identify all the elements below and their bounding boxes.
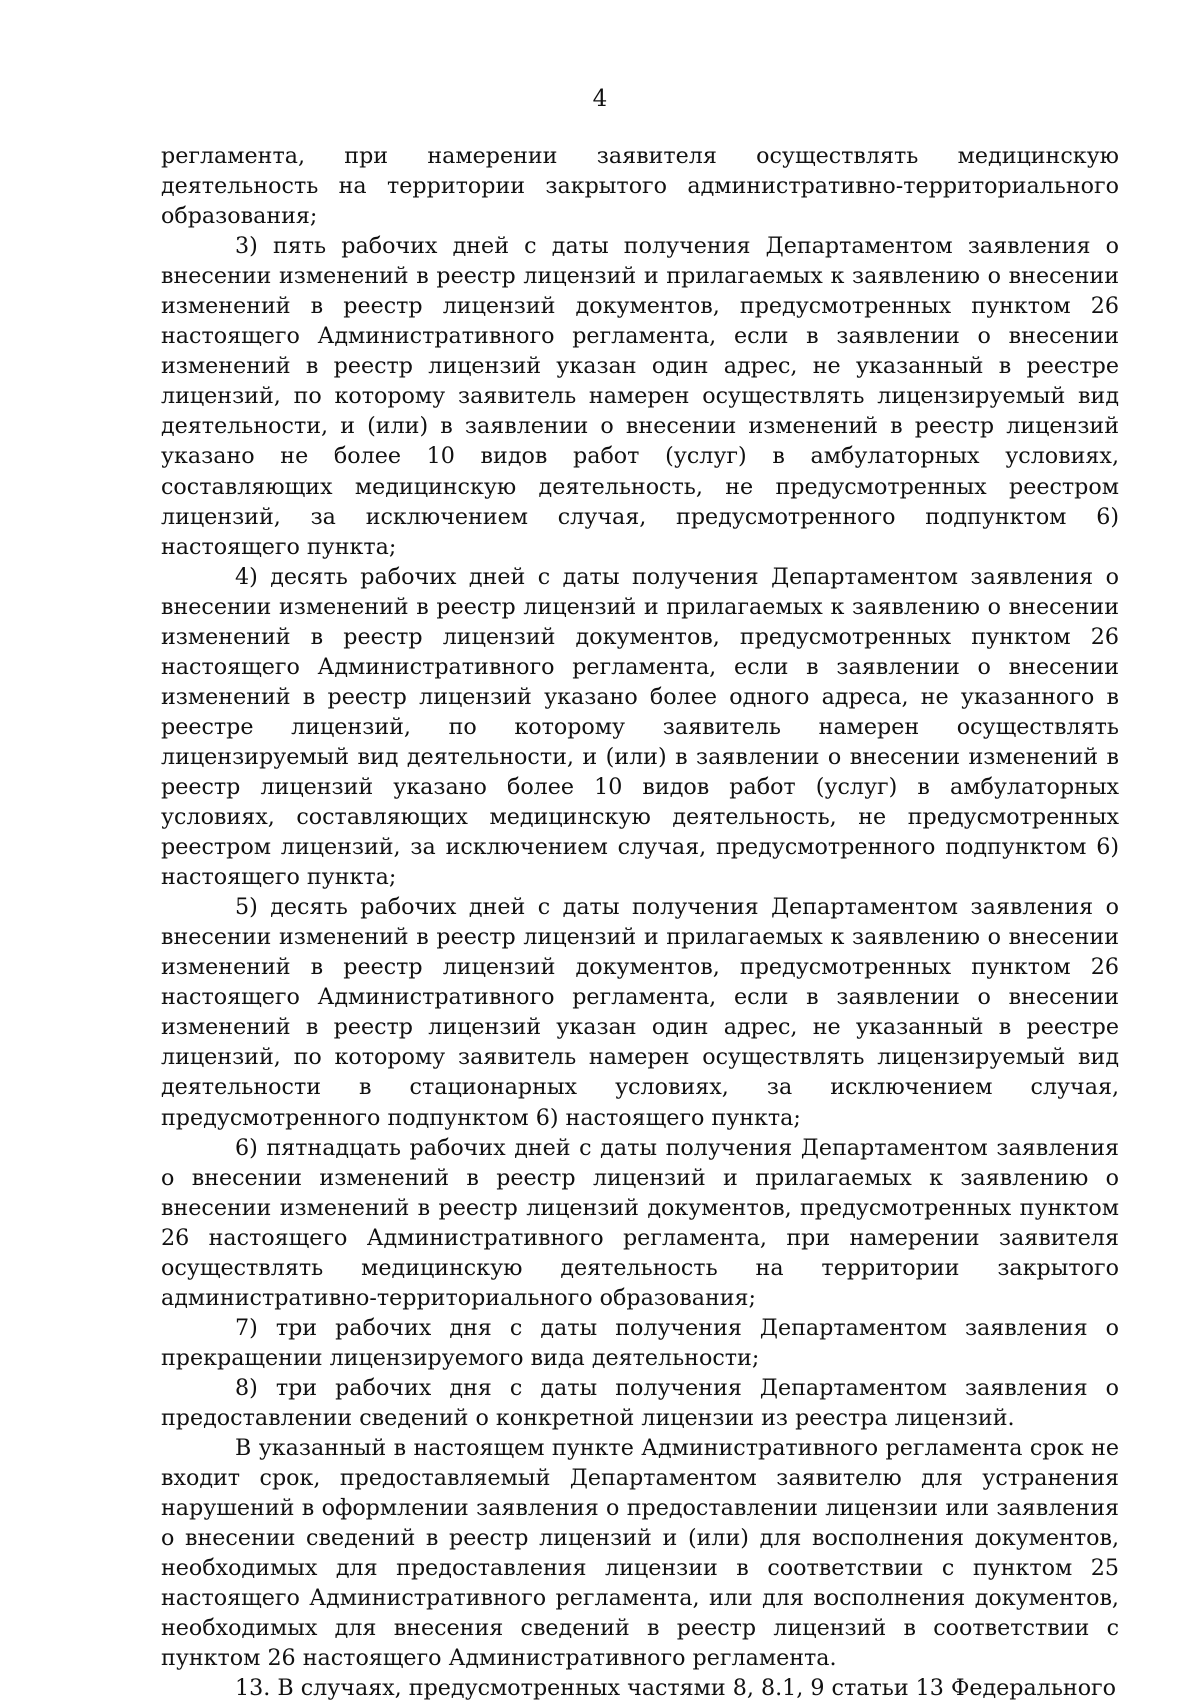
paragraph-item-7: 7) три рабочих дня с даты получения Департаментом заявления о прекращении лицензируемого вида деятельности;	[161, 1314, 1119, 1371]
document-body	[161, 141, 1119, 1703]
paragraph-section-13: 13. В случаях, предусмотренных частями 8, 8.1, 9 статьи 13 Федерального	[235, 1675, 1117, 1702]
page-number: 4	[592, 86, 608, 112]
paragraph-item-8: 8) три рабочих дня с даты получения Департаментом заявления о предоставлении сведений о конкретной лицензии из реестра лицензий.	[161, 1374, 1119, 1431]
paragraph-item-6: 6) пятнадцать рабочих дней с даты получения Департаментом заявления о внесении изменений в реестр лицензий и прилагаемых к заявлению о внесении изменений в реестр лицензий документов, предусмотренных пунктом 26 настоящего Административного регламента, при намерении заявителя осуществлять медицинскую деятельность на территории закрытого административно-территориального образования;	[161, 1134, 1119, 1311]
paragraph-item-5: 5) десять рабочих дней с даты получения Департаментом заявления о внесении изменений в реестр лицензий и прилагаемых к заявлению о внесении изменений в реестр лицензий документов, предусмотренных пунктом 26 настоящего Административного регламента, если в заявлении о внесении изменений в реестр лицензий указан один адрес, не указанный в реестре лицензий, по которому заявитель намерен осуществлять лицензируемый вид деятельности в стационарных условиях, за исключением случая, предусмотренного подпунктом 6) настоящего пункта;	[161, 894, 1119, 1131]
paragraph-term-note: В указанный в настоящем пункте Административного регламента срок не входит срок, предоставляемый Департаментом заявителю для устранения нарушений в оформлении заявления о предоставлении лицензии или заявления о внесении сведений в реестр лицензий и (или) для восполнения документов, необходимых для предоставления лицензии в соответствии с пунктом 25 настоящего Административного регламента, или для восполнения документов, необходимых для внесения сведений в реестр лицензий в соответствии с пунктом 26 настоящего Административного регламента.	[161, 1435, 1119, 1672]
paragraph-item-3: 3) пять рабочих дней с даты получения Департаментом заявления о внесении изменений в реестр лицензий и прилагаемых к заявлению о внесении изменений в реестр лицензий документов, предусмотренных пунктом 26 настоящего Административного регламента, если в заявлении о внесении изменений в реестр лицензий указан один адрес, не указанный в реестре лицензий, по которому заявитель намерен осуществлять лицензируемый вид деятельности, и (или) в заявлении о внесении изменений в реестр лицензий указано не более 10 видов работ (услуг) в амбулаторных условиях, составляющих медицинскую деятельность, не предусмотренных реестром лицензий, за исключением случая, предусмотренного подпунктом 6) настоящего пункта;	[161, 233, 1119, 560]
paragraph-continuation: регламента, при намерении заявителя осуществлять медицинскую деятельность на территории закрытого административно-территориального образования;	[161, 143, 1119, 230]
paragraph-item-4: 4) десять рабочих дней с даты получения Департаментом заявления о внесении изменений в реестр лицензий и прилагаемых к заявлению о внесении изменений в реестр лицензий документов, предусмотренных пунктом 26 настоящего Административного регламента, если в заявлении о внесении изменений в реестр лицензий указано более одного адреса, не указанного в реестре лицензий, по которому заявитель намерен осуществлять лицензируемый вид деятельности, и (или) в заявлении о внесении изменений в реестр лицензий указано более 10 видов работ (услуг) в амбулаторных условиях, составляющих медицинскую деятельность, не предусмотренных реестром лицензий, за исключением случая, предусмотренного подпунктом 6) настоящего пункта;	[161, 563, 1119, 891]
